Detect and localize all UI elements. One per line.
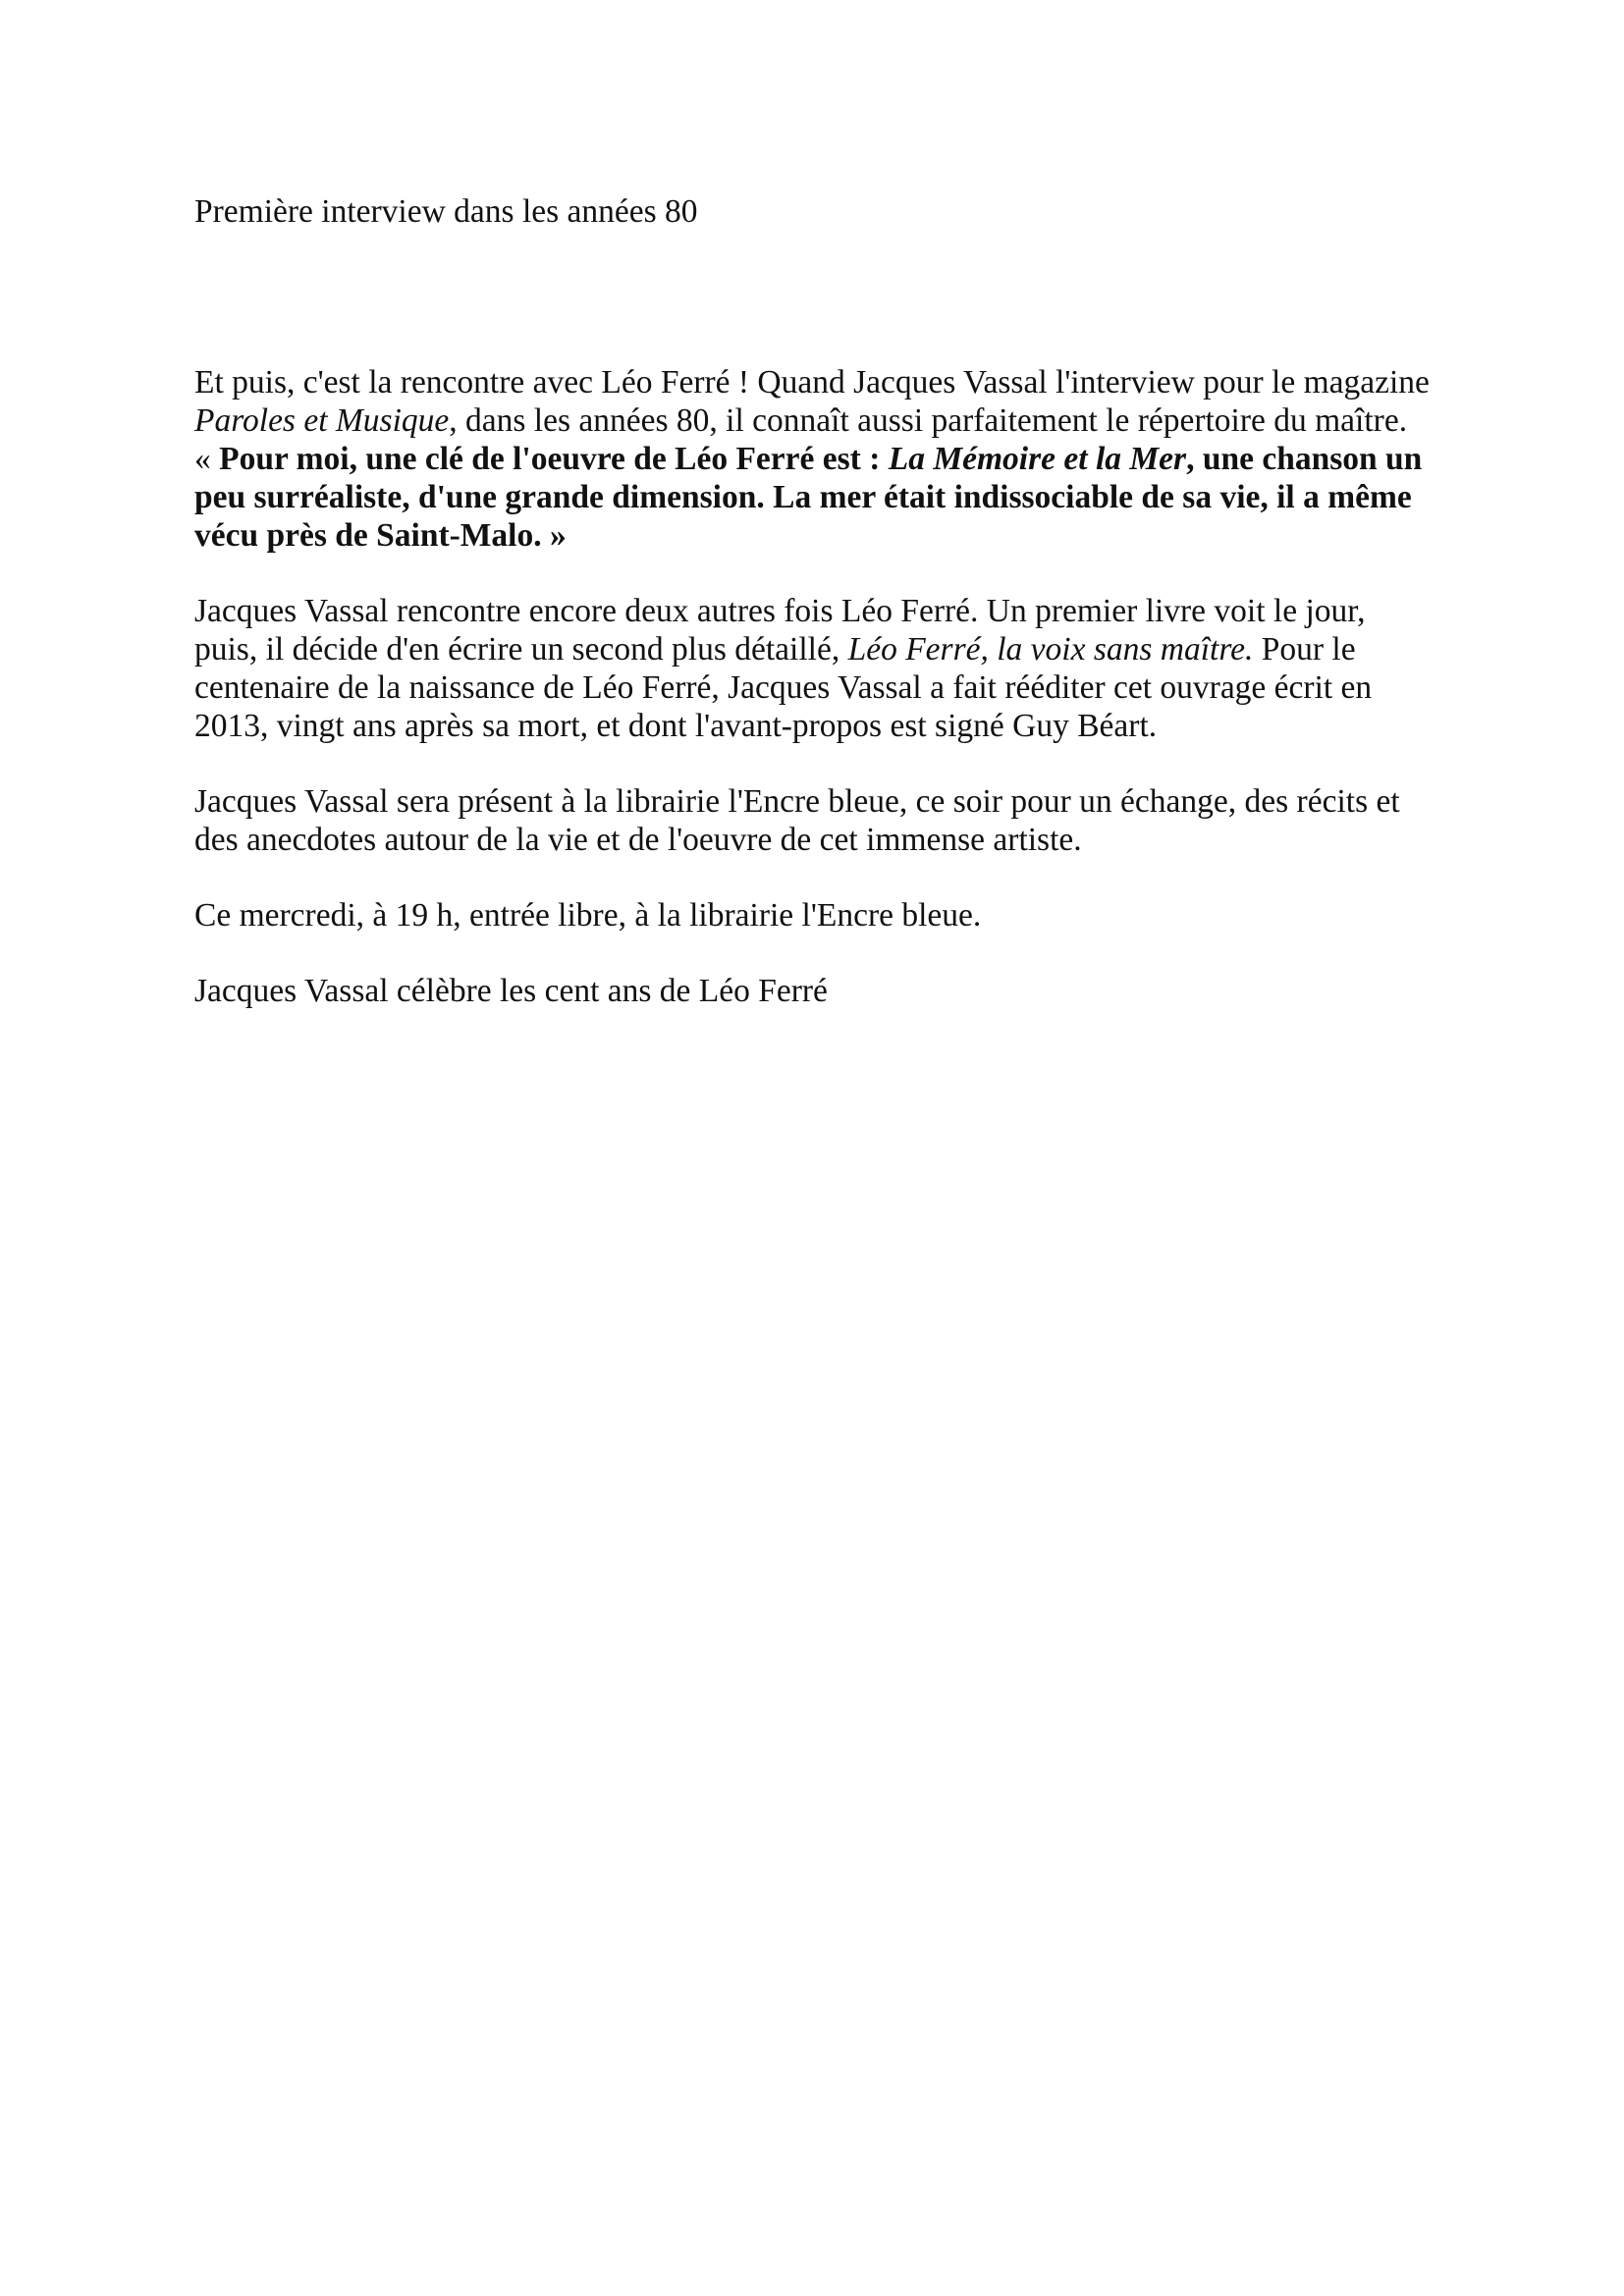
paragraph-text: Jacques Vassal célèbre les cent ans de Léo Ferré bbox=[194, 973, 828, 1009]
paragraph-text: Et puis, c'est la rencontre avec Léo Ferré ! Quand Jacques Vassal l'interview pour le magazine bbox=[194, 364, 1430, 400]
section-heading-text: Première interview dans les années 80 bbox=[194, 193, 698, 230]
paragraph-event bbox=[194, 782, 1432, 859]
song-title: La Mémoire et la Mer bbox=[888, 441, 1187, 477]
paragraph-text: Pour le centenaire de la naissance de Léo Ferré, Jacques Vassal a fait rééditer cet ouvrage écrit en 2013, vingt ans après sa mort, et dont l'avant-propos est signé Guy Béart. bbox=[194, 631, 1373, 744]
paragraph-books bbox=[194, 592, 1432, 745]
book-title: Léo Ferré, la voix sans maître. bbox=[847, 631, 1254, 667]
document-body bbox=[194, 192, 1432, 1047]
section-heading bbox=[194, 192, 1432, 231]
quote-text: , une chanson un peu surréaliste, d'une grande dimension. La mer était indissociable de sa vie, il a même vécu près de Saint-Malo. » bbox=[194, 441, 1423, 554]
paragraph-text: , dans les années 80, il connaît aussi parfaitement le répertoire du maître. « bbox=[194, 402, 1408, 477]
quote-text: Pour moi, une clé de l'oeuvre de Léo Ferré est : bbox=[219, 441, 889, 477]
paragraph-text: Jacques Vassal sera présent à la librairie l'Encre bleue, ce soir pour un échange, des récits et des anecdotes autour de la vie et de l'oeuvre de cet immense artiste. bbox=[194, 783, 1400, 858]
paragraph-interview bbox=[194, 363, 1432, 555]
paragraph-caption bbox=[194, 972, 1432, 1010]
paragraph-text: Jacques Vassal rencontre encore deux autres fois Léo Ferré. Un premier livre voit le jour, puis, il décide d'en écrire un second plus détaillé, bbox=[194, 593, 1366, 667]
magazine-title: Paroles et Musique bbox=[194, 402, 450, 439]
paragraph-text: Ce mercredi, à 19 h, entrée libre, à la librairie l'Encre bleue. bbox=[194, 897, 982, 934]
paragraph-schedule bbox=[194, 896, 1432, 934]
